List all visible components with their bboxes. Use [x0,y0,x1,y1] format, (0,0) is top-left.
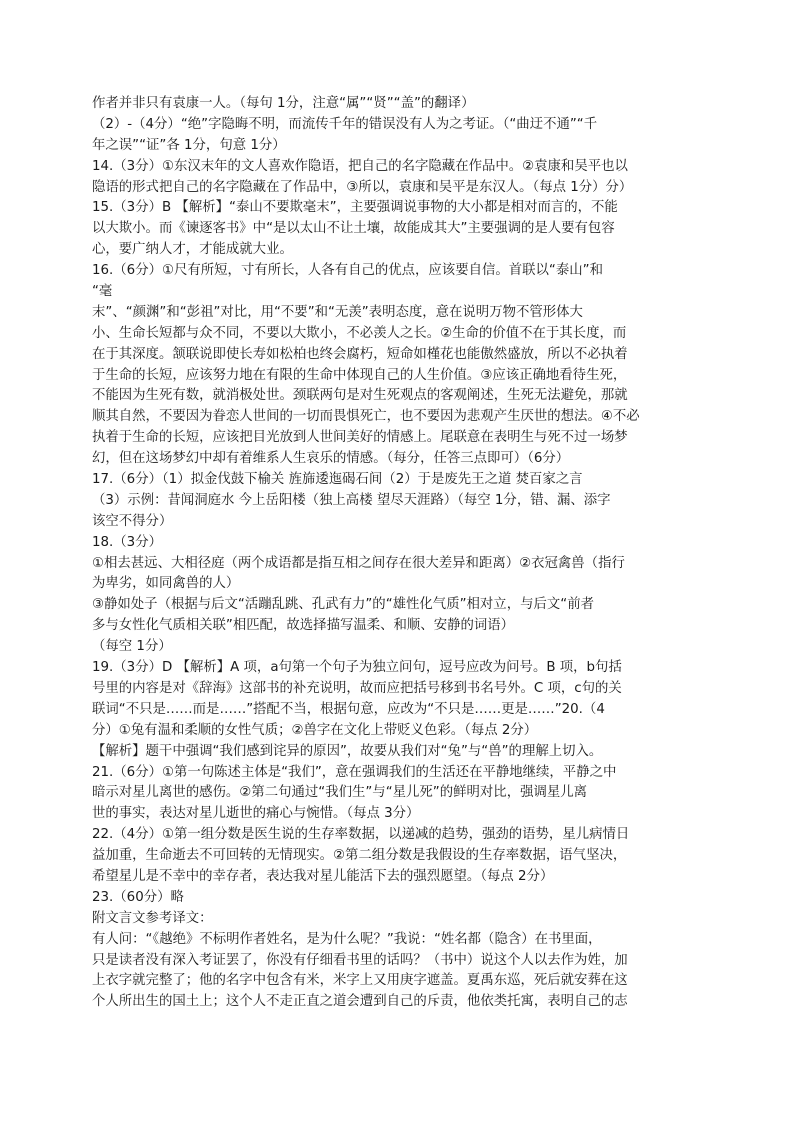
text-line: ①相去甚远、大相径庭（两个成语都是指互相之间存在很大差异和距离）②衣冠禽兽（指行 [92,555,625,571]
text-line: 18.（3分） [92,534,162,550]
text-line: 执着于生命的长短，应该把目光放到人世间美好的情感上。尾联意在表明生与死不过一场梦 [92,430,628,446]
text-line: 不能因为生死有数，就消极处世。颈联两句是对生死观点的客观阐述，生死无法避免，那就 [92,388,628,404]
text-line: ③静如处子（根据与后文“活蹦乱跳、孔武有力”的“雄性化气质”相对立，与后文“前者 [92,597,594,613]
text-line: 多与女性化气质相关联”相匹配，故选择描写温柔、和顺、安静的词语） [92,618,515,634]
text-line: 联词“不只是……而是……”搭配不当，根据句意，应改为“不只是……更是……”20.（4 [92,701,605,717]
text-line: 23.（60分）略 [92,889,184,905]
text-line: 只是读者没有深入考证罢了，你没有仔细看书里的话吗？（书中）说这个人以去作为姓，加 [92,952,628,968]
text-line: 号里的内容是对《辞海》这部书的补充说明，故而应把括号移到书名号外。C 项，c句的关 [92,680,622,696]
text-line: 22.（4分）①第一组分数是医生说的生存率数据，以递减的趋势，强劲的语势，星儿病情日 [92,827,630,843]
text-line: 幻，但在这场梦幻中却有着维系人生哀乐的情感。（每分，任答三点即可）（6分） [92,451,570,467]
text-line: 个人所出生的国土上；这个人不走正直之道会遭到自己的斥责，他依类托寓，表明自己的志 [92,994,628,1010]
text-line: 上衣字就完整了；他的名字中包含有米，米字上又用庚字遮盖。夏禹东巡，死后就安葬在这 [92,973,628,989]
text-line: 为卑劣，如同禽兽的人） [92,576,240,592]
text-line: 暗示对星儿离世的感伤。②第二句通过“我们生”与“星儿死”的鲜明对比，强调星儿离 [92,785,588,801]
text-line: 年之误”“证”各 1分，句意 1分） [92,137,286,153]
text-line: 小、生命长短都与众不同，不要以大欺小，不必羡人之长。②生命的价值不在于其长度，而 [92,325,627,341]
text-line: （每空 1分） [92,639,172,655]
text-line: （3）示例：昔闻洞庭水 今上岳阳楼（独上高楼 望尽天涯路）（每空 1分，错、漏、添字 [92,492,611,508]
text-line: 心，要广纳人才，才能成就大业。 [92,242,293,258]
text-line: 21.（6分）①第一句陈述主体是“我们”，意在强调我们的生活还在平静地继续，平静之中 [92,764,617,780]
text-line: （2）-（4分）“绝”字隐晦不明，而流传千年的错误没有人为之考证。（“曲迂不通”“千 [92,116,598,132]
text-line: 该空不得分） [92,513,173,529]
text-line: “毫 [92,284,113,300]
text-line: 19.（3分）D 【解析】A 项，a句第一个句子为独立问句，逗号应改为问号。B 项，b句括 [92,660,622,676]
text-line: 16.（6分）①尺有所短，寸有所长，人各有自己的优点，应该要自信。首联以“泰山”和 [92,263,603,279]
text-line: 14.（3分）①东汉末年的文人喜欢作隐语，把自己的名字隐藏在作品中。②袁康和吴平也以 [92,158,628,174]
text-line: 有人问：“《越绝》不标明作者姓名，是为什么呢？”我说：“姓名都（隐含）在书里面， [92,931,602,947]
text-line: 希望星儿是不幸中的幸存者，表达我对星儿能活下去的强烈愿望。（每点 2分） [92,868,554,884]
text-line: 15.（3分）B 【解析】“泰山不要欺毫末”，主要强调说事物的大小都是相对而言的，不能 [92,200,618,216]
text-line: 以大欺小。而《谏逐客书》中“是以太山不让土壤，故能成其大”主要强调的是人要有包容 [92,221,615,237]
text-line: 末”、“颜渊”和“彭祖”对比，用“不要”和“无羡”表明态度，意在说明万物不管形体大 [92,304,583,320]
text-line: 【解析】题干中强调“我们感到诧异的原因”，故要从我们对“兔”与“兽”的理解上切入。 [92,743,603,759]
text-line: 于生命的长短，应该努力地在有限的生命中体现自己的人生价值。③应该正确地看待生死， [92,367,627,383]
text-line: 分）①兔有温和柔顺的女性气质；②兽字在文化上带贬义色彩。（每点 2分） [92,722,538,738]
text-line: 世的事实，表达对星儿逝世的痛心与惋惜。（每点 3分） [92,806,420,822]
text-line: 在于其深度。颔联说即使长寿如松柏也终会腐朽，短命如槿花也能傲然盛放，所以不必执着 [92,346,628,362]
text-line: 隐语的形式把自己的名字隐藏在了作品中，③所以，袁康和吴平是东汉人。（每点 1分）分） [92,179,633,195]
text-line: 益加重，生命逝去不可回转的无情现实。②第二组分数是我假设的生存率数据，语气坚决， [92,848,627,864]
answer-document [92,94,704,1013]
text-line: 顺其自然，不要因为眷恋人世间的一切而畏惧死亡，也不要因为悲观产生厌世的想法。④不必 [92,409,640,425]
text-line: 附文言文参考译文： [92,910,213,926]
text-line: 作者并非只有袁康一人。（每句 1分，注意“属”“贤”“盖”的翻译） [92,96,475,111]
text-line: 17.（6分）（1）拟金伐鼓下榆关 旌旆逶迤碣石间（2）于是废先王之道 焚百家之言 [92,472,583,488]
